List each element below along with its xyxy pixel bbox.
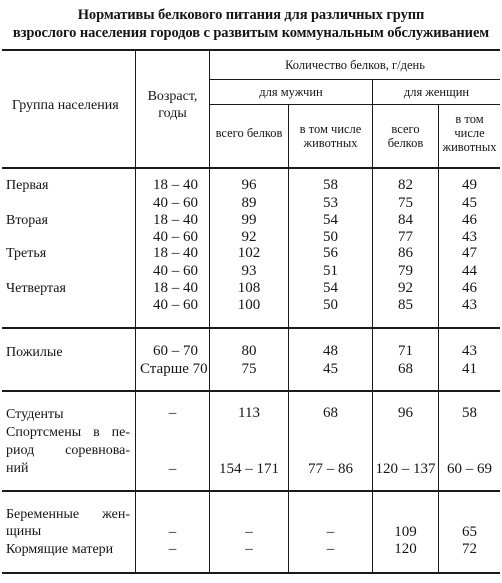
header-men-animal-line2: животных [303, 136, 358, 150]
row-women-total: 92 [398, 280, 413, 296]
header-women-animal-line1: в том [455, 112, 484, 126]
row-women-animal: 43 [462, 343, 477, 359]
sex-header-rule [209, 104, 500, 105]
row-women-total: 96 [398, 405, 413, 421]
col-rule-women-total [438, 104, 439, 573]
row-age: – [168, 541, 177, 557]
row-women-animal: 58 [462, 405, 477, 421]
row-age: Старше 70 [140, 361, 208, 377]
row-women-total: 120 – 137 [375, 461, 436, 477]
row-group-line3: ний [6, 461, 29, 476]
row-men-total: 113 [238, 405, 260, 421]
row-age: 18 – 40 [153, 177, 198, 193]
row-men-animal: 68 [323, 405, 338, 421]
row-group-line2: щины [6, 524, 42, 539]
row-women-total: 109 [394, 524, 417, 540]
row-women-animal: 47 [462, 245, 477, 261]
row-women-animal: 65 [462, 524, 477, 540]
header-men: для мужчин [259, 85, 323, 99]
header-men-animal-line1: в том числе [299, 122, 362, 136]
row-age: 18 – 40 [153, 280, 198, 296]
row-men-total: 89 [241, 195, 257, 211]
header-protein: Количество белков, г/день [285, 58, 425, 72]
row-women-animal: 43 [462, 229, 477, 245]
row-men-animal: – [326, 524, 335, 540]
row-women-total: 77 [398, 229, 413, 245]
row-women-animal: 60 – 69 [447, 461, 492, 477]
row-men-animal: 54 [323, 212, 338, 228]
row-age: 18 – 40 [153, 245, 198, 261]
row-group: Пожилые [6, 345, 63, 360]
header-age-line1: Возраст, [147, 89, 198, 104]
row-age: 40 – 60 [153, 297, 198, 313]
row-men-animal: 45 [323, 361, 338, 377]
row-men-animal: 50 [323, 297, 338, 313]
header-women-animal-line3: животных [442, 140, 497, 154]
col-rule-group [135, 50, 136, 573]
row-men-animal: 54 [323, 280, 338, 296]
header-age-line2: годы [158, 106, 187, 121]
row-women-animal: 45 [462, 195, 477, 211]
header-women-animal-line2: числе [454, 126, 485, 140]
row-men-animal: – [326, 541, 335, 557]
row-men-animal: 56 [323, 245, 338, 261]
table-top-rule [2, 49, 500, 51]
row-women-total: 82 [398, 177, 413, 193]
table-bottom-rule [2, 572, 500, 574]
row-age: – [168, 461, 177, 477]
row-age: 40 – 60 [153, 263, 198, 279]
row-women-total: 79 [398, 263, 413, 279]
header-bottom-rule [2, 167, 500, 169]
section-rule-1 [2, 327, 500, 329]
protein-header-rule [209, 79, 500, 80]
row-women-animal: 46 [462, 212, 477, 228]
section-rule-3 [2, 490, 500, 492]
row-group: Четвертая [6, 281, 66, 296]
row-men-total: 99 [241, 212, 257, 228]
col-rule-men [372, 79, 373, 573]
row-men-total: 93 [241, 263, 257, 279]
row-men-total: – [245, 541, 253, 557]
row-women-total: 71 [398, 343, 413, 359]
row-men-total: 154 – 171 [219, 461, 279, 477]
table-title-line1: Нормативы белкового питания для различных групп [77, 7, 425, 23]
row-women-animal: 49 [462, 177, 477, 193]
row-men-total: 100 [237, 297, 261, 313]
row-group-line1: Спортсмены в пе- [6, 425, 130, 440]
row-age: 40 – 60 [153, 195, 198, 211]
row-women-animal: 72 [462, 541, 477, 557]
row-group-line2: риод соревнова- [6, 443, 130, 458]
row-men-total: 108 [237, 280, 261, 296]
row-men-total: 92 [241, 229, 257, 245]
row-women-animal: 43 [462, 297, 477, 313]
row-women-total: 75 [398, 195, 413, 211]
row-age: 60 – 70 [153, 343, 198, 359]
header-women-total-line1: всего [391, 122, 420, 136]
row-men-total: 102 [237, 245, 261, 261]
row-men-total: – [245, 524, 253, 540]
row-group-line1: Беременные жен- [6, 507, 130, 522]
row-group: Вторая [6, 213, 48, 228]
section-rule-2 [2, 390, 500, 392]
table-title [0, 6, 502, 42]
row-women-animal: 46 [462, 280, 477, 296]
row-women-total: 86 [398, 245, 413, 261]
col-rule-men-total [288, 104, 289, 573]
row-men-animal: 53 [323, 195, 338, 211]
row-women-animal: 41 [462, 361, 477, 377]
table-title-line2: взрослого населения городов с развитым коммунальным обслуживанием [12, 25, 490, 41]
row-women-animal: 44 [462, 263, 477, 279]
row-men-total: 96 [241, 177, 257, 193]
row-group: Третья [6, 246, 47, 261]
row-age: 40 – 60 [153, 229, 198, 245]
row-men-animal: 50 [323, 229, 338, 245]
row-group: Первая [6, 178, 49, 193]
header-women-total-line2: белков [387, 136, 424, 150]
row-men-total: 80 [241, 343, 257, 359]
row-men-animal: 51 [323, 263, 338, 279]
header-men-total: всего белков [215, 126, 283, 140]
row-men-animal: 48 [323, 343, 338, 359]
row-women-total: 85 [398, 297, 413, 313]
row-women-total: 68 [398, 361, 413, 377]
row-women-total: 84 [398, 212, 413, 228]
row-age: – [168, 524, 177, 540]
row-age: 18 – 40 [153, 212, 198, 228]
row-men-animal: 77 – 86 [308, 461, 353, 477]
header-women: для женщин [403, 85, 470, 99]
header-group: Группа населения [12, 98, 119, 113]
row-men-animal: 58 [323, 177, 338, 193]
row-group: Студенты [6, 407, 64, 422]
row-age: – [168, 405, 177, 421]
row-group: Кормящие матери [6, 542, 114, 557]
row-men-total: 75 [241, 361, 257, 377]
row-women-total: 120 [394, 541, 417, 557]
